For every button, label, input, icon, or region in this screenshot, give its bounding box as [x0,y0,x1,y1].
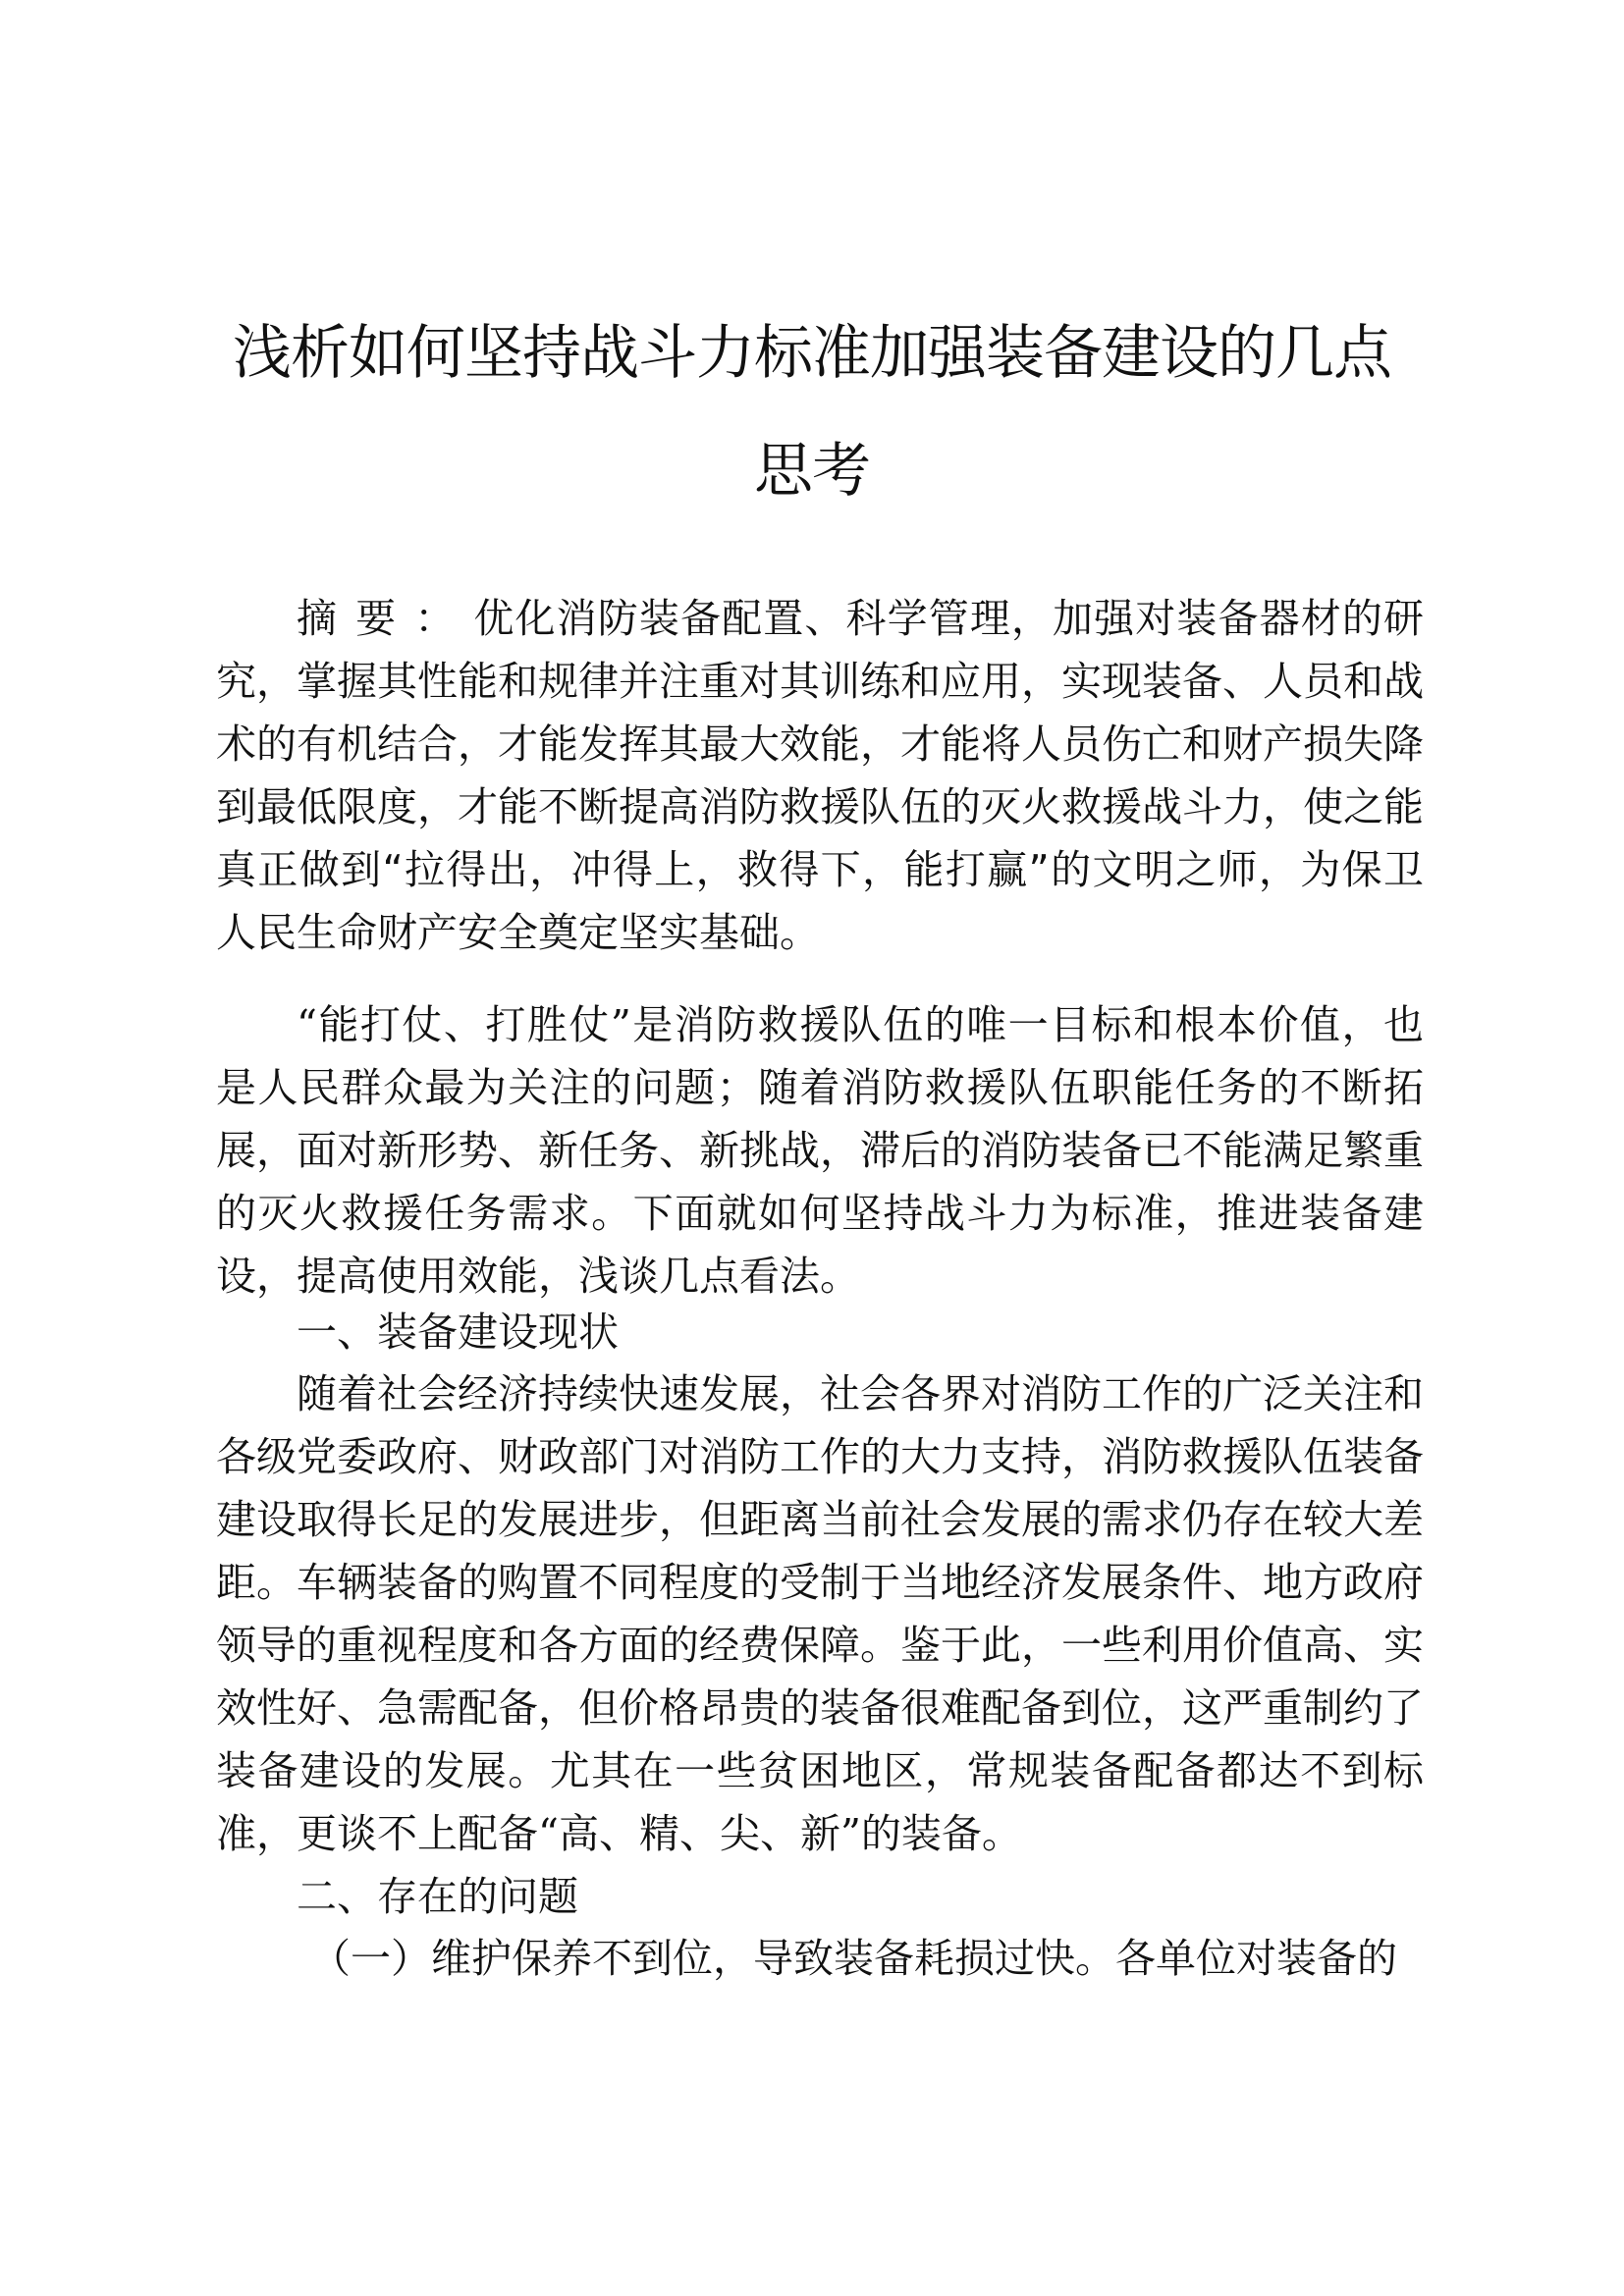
subsection-1-text: 各单位对装备的 [1115,1935,1397,1982]
document-title-line-1: 浅析如何坚持战斗力标准加强装备建设的几点 [233,319,1391,388]
abstract-text: 优化消防装备配置、科学管理，加强对装备器材的研究，掌握其性能和规律并注重对其训练和应用，实现装备、人员和战术的有机结合，才能发挥其最大效能，才能将人员伤亡和财产损失降到最低限度，才能不断提高消防救援队伍的灭火救援战斗力，使之能真正做到“拉得出，冲得上，救得下，能打赢”的文明之师，为保卫人民生命财产安全奠定坚实基础。 [216,595,1425,956]
section-2-heading: 二、存在的问题 [297,1873,578,1920]
section-2-subsection-1 [216,1927,1424,1990]
abstract-paragraph [216,587,1424,964]
intro-paragraph: “能打仗、打胜仗”是消防救援队伍的唯一目标和根本价值，也是人民群众最为关注的问题；随着消防救援队伍职能任务的不断拓展，面对新形势、新任务、新挑战，滞后的消防装备已不能满足繁重的灭火救援任务需求。下面就如何坚持战斗力为标准，推进装备建设，提高使用效能，浅谈几点看法。 [216,1001,1424,1300]
section-1-paragraph: 随着社会经济持续快速发展，社会各界对消防工作的广泛关注和各级党委政府、财政部门对消防工作的大力支持，消防救援队伍装备建设取得长足的发展进步，但距离当前社会发展的需求仍存在较大差距。车辆装备的购置不同程度的受制于当地经济发展条件、地方政府领导的重视程度和各方面的经费保障。鉴于此，一些利用价值高、实效性好、急需配备，但价格昂贵的装备很难配备到位，这严重制约了装备建设的发展。尤其在一些贫困地区，常规装备配备都达不到标准，更谈不上配备“高、精、尖、新”的装备。 [216,1370,1424,1857]
document-title-line-2: 思考 [754,437,870,506]
section-1-heading: 一、装备建设现状 [297,1308,619,1356]
abstract-label: 摘要： [297,595,474,642]
subsection-1-lead: （一）维护保养不到位，导致装备耗损过快。 [310,1935,1115,1982]
